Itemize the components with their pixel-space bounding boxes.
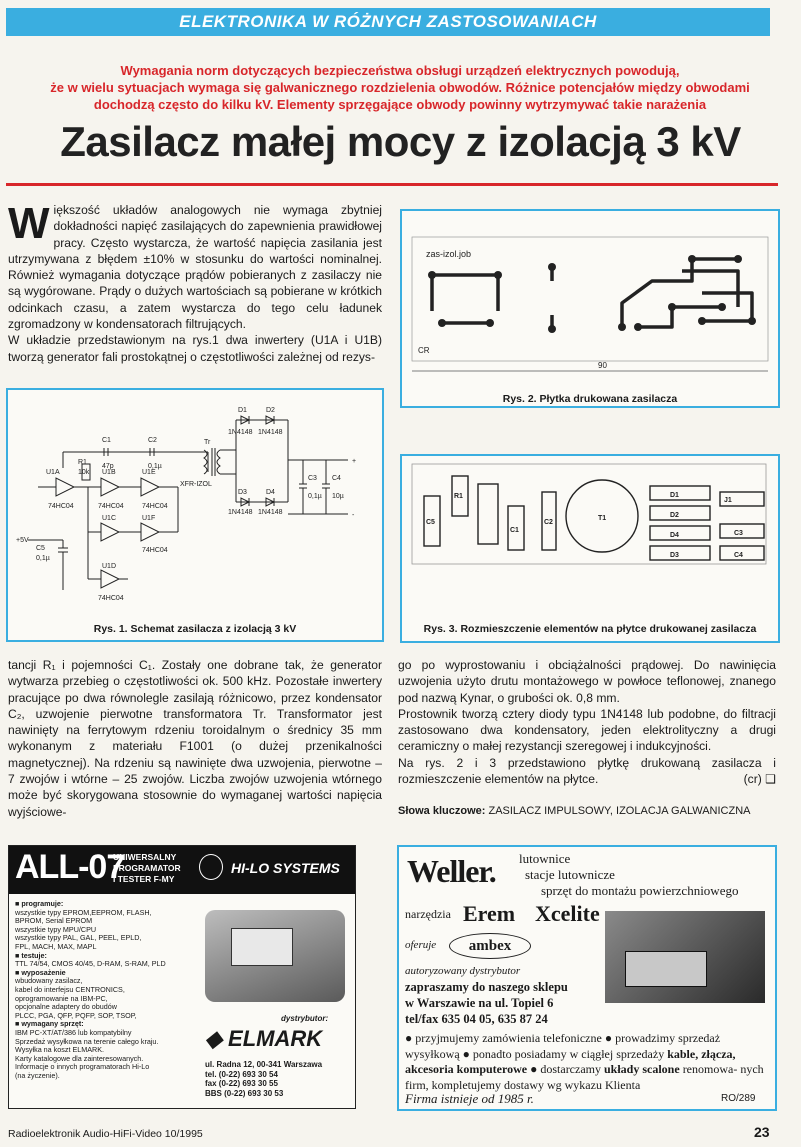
figure-2 [400,209,780,408]
figure-3 [400,454,780,643]
spec-section-3: ■ wymagany sprzęt: IBM PC-XT/AT/386 lub kompatybilny [15,1019,132,1037]
elmark-logo-icon: ◆ [205,1026,229,1051]
bullet-icon: ● [604,1031,613,1045]
ad-ref: RO/289 [721,1093,756,1104]
bullet-icon: ● [530,1062,538,1076]
ad-contact: ul. Radna 12, 00-341 Warszawa tel. (0-22) 693 30 54 fax (0-22) 693 30 55 BBS (0-22) 693 30 53 [205,1060,323,1098]
text-col2-bottom: go po wyprostowaniu i obciążalności prądowej. Do nawinięcia uzwojenia użyto drutu montażowego w powłoce teflonowej, znanego pod nazwą Kynar, o grubości ok. 0,8 mm. Prostownik tworzą cztery diody typu 1N4148 lub podobne, do filtracji zastosowano dwa kondensatory, jeden elektrolityczny a drugi ceramiczny o małej rezystancji szeregowej i indukcyjności. Na rys. 2 i 3 przedstawiono płytkę drukowaną zasilacza i rozmieszczenie elementów na płytce. (cr) ❑ [398,658,776,787]
spec-section-0: ■ programuje: wszystkie typy EPROM,EEPROM, FLASH, BPROM, Serial EPROM wszystkie typy MPU/CPU wszystkie typy PAL, GAL, PEEL, EPLD, FPL, MACH, MAX, MAPL [15,899,152,951]
label-c3: C3 [308,475,317,482]
ad-distributor: ◆ ELMARK [205,1026,323,1051]
spec-section-1: ■ testuje: TTL 74/54, CMOS 40/45, D-RAM, S-RAM, PLD [15,950,166,969]
label-d4: D4 [266,489,275,496]
layout-d4: D4 [670,532,679,539]
schematic-diagram [8,390,382,612]
erem-logo: Erem [463,901,516,926]
layout-r1: R1 [454,493,463,500]
ad-services: ● przyjmujemy zamówienia telefoniczne ● prowadzimy sprzedaż wysyłkową ● ponadto posiadamy w ciągłej sprzedaży kable, złącza, akcesoria komputerowe ● dostarczamy układy scalone renomowa- nych firm, kompletujemy dostawy wg wykazu Klienta [405,1031,764,1092]
ad-programmer-specs [15,900,197,1080]
label-d1: D1 [238,407,247,414]
label-ic-d: 74HC04 [98,595,124,602]
label-u1c: U1C [102,515,117,522]
ad-weller: Weller. lutownice stacje lutownicze sprzęt do montażu powierzchniowego narzędzia Erem Xcelite oferuje ambex autoryzowany dystrybutor zapraszamy do naszego sklepu w Warszawie na ul. Topiel 6 tel/fax 635 04 05, 635 87 24 ● przyjmujemy zamówienia telefoniczne ● prowadzimy sprzedaż wysyłkową ● ponadto posiadamy w ciągłej sprzedaży kable, złącza, akcesoria komputerowe ● dostarczamy układy scalone renomowa- nych firm, kompletujemy dostawy wg wykazu Klienta Firma istnieje od 1985 r. RO/289 [397,845,777,1111]
page-number: 23 [754,1124,770,1140]
section-header: ELEKTRONIKA W RÓŻNYCH ZASTOSOWANIACH [6,8,770,36]
article-title: Zasilacz małej mocy z izolacją 3 kV [60,118,741,165]
label-u1d: U1D [102,563,117,570]
label-u1f: U1F [142,515,156,522]
layout-c4: C4 [734,552,743,559]
programmer-device-icon [205,910,345,1002]
text-col1-bottom: tancji R₁ i pojemności C₁. Zostały one dobrane tak, że generator wytwarza przebieg o częstotliwości ok. 500 kHz. Pozostałe inwertery pracujące po dwa równolegle zasilają różnicowo, przez kondensator C₂, uzwojenie pierwotne transformatora Tr. Transformator jest nawinięty na ferrytowym rdzeniu toroidalnym o średnicy 35 mm wykonanym z materiału F1001 (o dużej przenikalności magnetycznej). Na rdzeniu są nawinięte dwa uzwojenia, pierwotne – 7 zwojów i wtórne – 25 zwojów. Liczba zwojów uzwojenia wtórnego może być skorygowana stosownie do wymaganej wartości napięcia wyjściowe- [8,658,382,819]
layout-t1: T1 [598,515,607,522]
label-u1b: U1B [102,469,116,476]
layout-c5: C5 [426,519,435,526]
label-plus: + [352,458,357,465]
pcb-dimension: 90 [598,361,607,370]
ad-programmer-header: ALL-07 UNIWERSALNY PROGRAMATOR I TESTER F-MY HI-LO SYSTEMS [9,846,355,894]
figure-3-caption: Rys. 3. Rozmieszczenie elementów na płytce drukowanej zasilacza [423,623,757,635]
ad-dist-label: dystrybutor: [281,1014,329,1023]
ad-programmer [8,845,356,1109]
ambex-logo: ambex [449,933,531,959]
pcb-filename: zas-izol.job [426,249,472,259]
figure-2-caption: Rys. 2. Płytka drukowana zasilacza [502,393,678,405]
label-d3: D3 [238,489,247,496]
label-c4: C4 [332,475,341,482]
weller-logo: Weller. [407,853,496,889]
label-d4-type: 1N4148 [258,509,283,516]
ad-since: Firma istnieje od 1985 r. [405,1091,534,1106]
layout-d3: D3 [670,552,679,559]
layout-c2: C2 [544,519,553,526]
hilo-logo-icon [199,854,223,880]
text-col1-top: Większość układów analogowych nie wymaga zbytniej dokładności napięć zasilających do zapewnienia prawidłowej pracy. Często wystarcza, że wartość napięcia zasilania jest utrzymywana z błędem ±10% w stosunku do wartości nominalnej. Również wymagania dotyczące prądów pobieranych z zasilaczy nie są wygórowane. Prądy o dużych wartościach są pobierane w krótkich odcinkach czasu, a zatem wystarcza do tego celu ładunek zgromadzony w kondensatorach filtrujących. W układzie przedstawionym na rys.1 dwa inwertery (U1A i U1B) tworzą generator fali prostokątnej o częstotliwości zależnej od rezys- [8,199,382,364]
bullet-icon: ● [462,1046,470,1061]
label-d3-type: 1N4148 [228,509,253,516]
weller-products: lutownice stacje lutownicze sprzęt do montażu powierzchniowego [519,851,739,898]
xcelite-logo: Xcelite [535,901,600,926]
label-ic-b: 74HC04 [98,503,124,510]
label-xfr: XFR-IZOL [180,481,212,488]
label-r1-value: 10k [78,469,90,476]
layout-j1: J1 [724,497,732,504]
label-c3-value: 0,1µ [308,493,322,500]
keywords: Słowa kluczowe: ZASILACZ IMPULSOWY, IZOLACJA GALWANICZNA [398,805,751,817]
label-minus: - [352,512,355,519]
layout-c1: C1 [510,527,519,534]
ad-brand: HI-LO SYSTEMS [231,860,340,876]
ad-notes: Sprzedaż wysyłkowa na terenie całego kraju. Wysyłka na koszt ELMARK. Karty katalogowe dla zainteresowanych. Informacje o innych programatorach Hi-Lo (na życzenie). [15,1036,159,1080]
layout-d1: D1 [670,492,679,499]
layout-d2: D2 [670,512,679,519]
label-tr: Tr [204,439,211,446]
ad-model: ALL-07 [15,848,125,886]
label-u1a: U1A [46,469,60,476]
label-d2: D2 [266,407,275,414]
soldering-station-icon [605,911,765,1003]
ad-shop-info: zapraszamy do naszego sklepu w Warszawie na ul. Topiel 6 tel/fax 635 04 05, 635 87 24 [405,980,568,1026]
label-c4-value: 10µ [332,493,344,500]
lead-paragraph: Wymagania norm dotyczących bezpieczeństwa obsługi urządzeń elektrycznych powodują, że w wielu sytuacjach wymaga się galwanicznego rozdzielenia obwodów. Różnice potencjałów między obwodami dochodzą często do kilku kV. Elementy sprzęgające obwody powinny wytrzymywać takie narażenia [50,63,750,112]
label-d1-type: 1N4148 [228,429,253,436]
label-c2-value: 0,1µ [148,463,162,470]
label-c5-value: 0,1µ [36,555,50,562]
label-c1: C1 [102,437,111,444]
pcb-artwork [402,211,778,376]
figure-1-caption: Rys. 1. Schemat zasilacza z izolacją 3 kV [93,623,297,635]
footer-text: Radioelektronik Audio-HiFi-Video 10/1995 [8,1128,203,1140]
bullet-icon: ● [405,1031,413,1045]
label-ic-f: 74HC04 [142,547,168,554]
label-c2: C2 [148,437,157,444]
label-u1e: U1E [142,469,156,476]
label-ic-e: 74HC04 [142,503,168,510]
pcb-cr: CR [418,346,430,355]
label-vcc: +5V [16,537,29,544]
drop-cap: W [8,199,50,248]
figure-1 [6,388,384,642]
label-r1: R1 [78,459,87,466]
label-d2-type: 1N4148 [258,429,283,436]
component-layout [402,456,778,606]
layout-c3: C3 [734,530,743,537]
title-rule [6,183,778,186]
article-signature: (cr) ❑ [743,772,776,787]
label-c1-value: 47p [102,463,114,470]
spec-section-2: ■ wyposażenie wbudowany zasilacz, kabel do interfejsu CENTRONICS, oprogramowanie na IBM-PC, opcjonalne adaptery do obudów PLCC, PGA, QFP, PQFP, SOP, TSOP, [15,967,137,1020]
label-c5: C5 [36,545,45,552]
label-ic-a: 74HC04 [48,503,74,510]
